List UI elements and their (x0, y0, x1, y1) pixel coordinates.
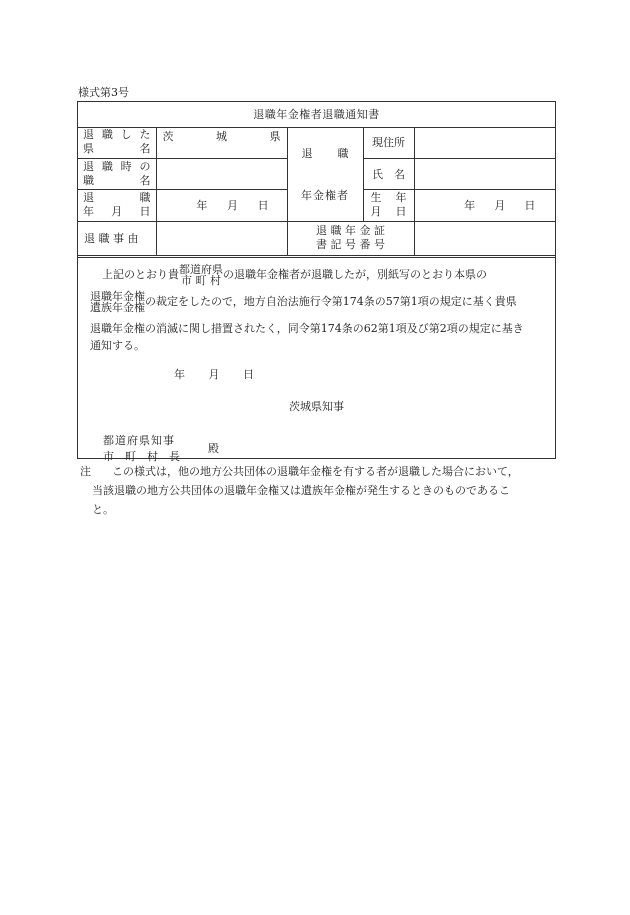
note-line-2: 当該退職の地方公共団体の退職年金権又は遺族年金権が発生するときのものであるこ (92, 484, 510, 497)
retirement-date-label: 退 職 年 月 日 (78, 189, 156, 221)
footnote (80, 462, 558, 519)
info-grid (78, 127, 555, 256)
retired-prefecture-value[interactable]: 茨 城 県 (156, 127, 287, 158)
form-title: 退職年金権者退職通知書 (78, 102, 555, 128)
retirement-reason-value[interactable] (156, 221, 287, 255)
note-line-3: と。 (92, 503, 114, 516)
address-value[interactable] (414, 127, 555, 158)
form-number: 様式第3号 (78, 86, 129, 99)
body-line-2: 退職年金権 遺族年金権の裁定をしたので，地方自治法施行令第174条の57第1項の規定に基く貴県 (90, 290, 517, 314)
pension-cert-value[interactable] (414, 221, 555, 255)
addressee: 都道府県知事 市 町 村 長 (103, 434, 180, 463)
address-label: 現住所 (363, 127, 414, 158)
name-label: 氏 名 (363, 158, 414, 189)
notification-body (78, 257, 555, 463)
body-line-4: 通知する。 (90, 339, 145, 352)
issuer: 茨城県知事 (289, 400, 344, 413)
body-line-3: 退職年金権の消滅に関し措置されたく，同令第174条の62第1項及び第2項の規定に基き (90, 322, 524, 335)
issue-date: 年 月 日 (174, 368, 254, 381)
retirement-date-value[interactable]: 年 月 日 (156, 189, 287, 221)
position-value[interactable] (156, 158, 287, 189)
retired-prefecture-label: 退 職 し た 県 名 (78, 127, 156, 158)
birthdate-value[interactable]: 年 月 日 (414, 189, 555, 221)
honorific: 殿 (208, 442, 219, 455)
retirement-reason-label: 退 職 事 由 (78, 221, 156, 255)
pension-type-choice: 退職年金権 遺族年金権 (90, 290, 145, 314)
note-head: 注 (80, 465, 91, 478)
pensioner-label: 退 職 年金権者 (287, 127, 363, 221)
note-line-1: この様式は，他の地方公共団体の退職年金権を有する者が退職した場合において， (112, 465, 519, 478)
notification-form (77, 101, 556, 463)
name-value[interactable] (414, 158, 555, 189)
municipality-type-choice: 都道府県 市 町 村 (179, 263, 223, 287)
body-line-1: 上記のとおり貴都道府県 市 町 村 の退職年金権者が退職したが，別紙写のとおり本県の (102, 263, 487, 287)
pension-cert-label: 退 職 年 金 証 書 記 号 番 号 (287, 221, 414, 255)
birthdate-label: 生 年 月 日 (363, 189, 414, 221)
position-label: 退 職 時 の 職 名 (78, 158, 156, 189)
